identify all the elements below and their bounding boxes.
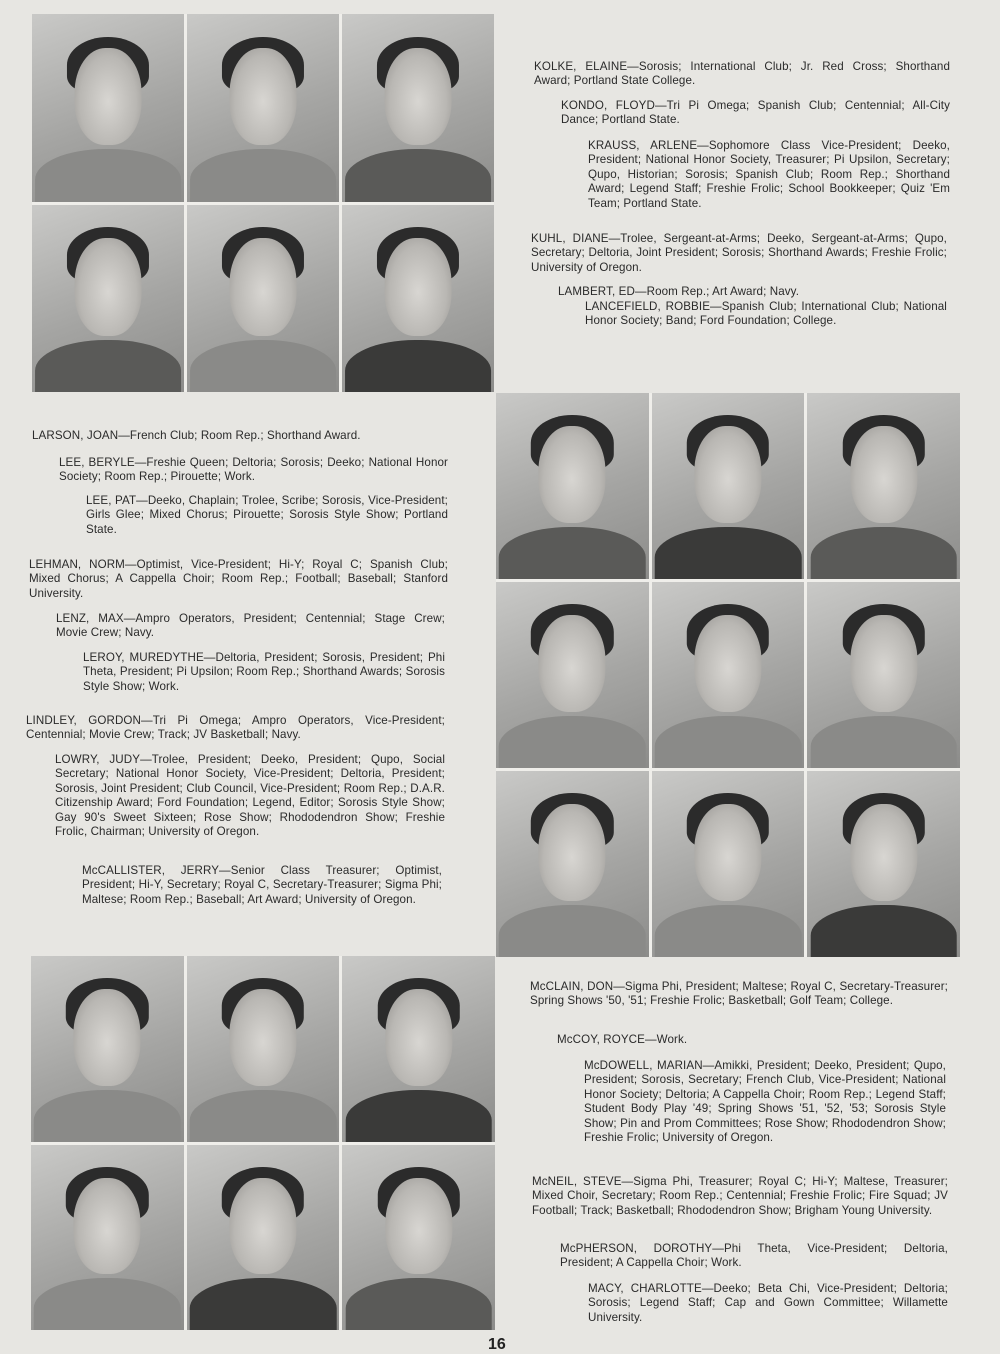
entry-lee-pat: LEE, PAT—Deeko, Chaplain; Trolee, Scribe; Sorosis, Vice-President; Girls Glee; Mixed Chorus; Pirouette; Sorosis Style Show; Portland State. — [86, 494, 448, 536]
portrait-photo — [807, 582, 960, 768]
entry-kuhl: KUHL, DIANE—Trolee, Sergeant-at-Arms; Deeko, Sergeant-at-Arms; Qupo, Secretary; Deltoria, Joint President; Sorosis; Shorthand Awards; Freshie Frolic; University of Oregon. — [531, 232, 947, 274]
photo-grid-bottom-left — [31, 956, 495, 1330]
entry-leroy: LEROY, MUREDYTHE—Deltoria, President; Sorosis, President; Phi Theta, President; Pi Upsilon; Room Rep.; Shorthand Awards; Sorosis Style Show; Work. — [83, 651, 445, 693]
entry-macy: MACY, CHARLOTTE—Deeko; Beta Chi, Vice-President; Deltoria; Sorosis; Legend Staff; Cap and Gown Committee; Willamette University. — [588, 1282, 948, 1324]
entry-lambert: LAMBERT, ED—Room Rep.; Art Award; Navy. — [558, 285, 800, 298]
portrait-photo — [32, 205, 184, 393]
portrait-photo — [31, 956, 184, 1142]
portrait-photo — [342, 956, 495, 1142]
entry-lowry: LOWRY, JUDY—Trolee, President; Deeko, President; Qupo, Social Secretary; National Honor Society, Vice-President; Deltoria, President; Sorosis, Joint President; Club Council, Vice-President; Room Rep.; D.A.R. Citizenship Award; Ford Foundation; Legend, Editor; Sorosis Style Show; Gay 90's Sweet Sixteen; Rose Show; Rhododendron Show; Freshie Frolic, Chairman; University of Oregon. — [55, 753, 445, 839]
portrait-photo — [187, 956, 340, 1142]
entry-krauss: KRAUSS, ARLENE—Sophomore Class Vice-President; Deeko, President; National Honor Society, Treasurer; Pi Upsilon, Secretary; Qupo, Historian; Sorosis; Spanish Club; Room Rep.; Shorthand Award; Legend Staff; Freshie Frolic; School Bookkeeper; Quiz 'Em Team; Portland State. — [588, 139, 950, 210]
entry-kolke: KOLKE, ELAINE—Sorosis; International Club; Jr. Red Cross; Shorthand Award; Portland State College. — [534, 60, 950, 88]
portrait-photo — [31, 1145, 184, 1331]
portrait-photo — [187, 14, 339, 202]
portrait-photo — [807, 393, 960, 579]
photo-grid-right-middle — [496, 393, 960, 957]
portrait-photo — [496, 393, 649, 579]
entry-mcpherson: McPHERSON, DOROTHY—Phi Theta, Vice-President; Deltoria, President; A Cappella Choir; Work. — [560, 1242, 948, 1270]
portrait-photo — [496, 771, 649, 957]
entry-mccoy: McCOY, ROYCE—Work. — [557, 1033, 688, 1046]
entry-mcdowell: McDOWELL, MARIAN—Amikki, President; Deeko, President; Qupo, President; Sorosis, Secretary; French Club, Vice-President; National Honor Society; Deltoria; A Cappella Choir; Room Rep.; Legend Staff; Student Body Play '49; Spring Shows '51, '52, '53; Sorosis Style Show; Pin and Prom Committees; Rose Show; Rhododendron Show; Freshie Frolic; University of Oregon. — [584, 1059, 946, 1145]
portrait-photo — [342, 14, 494, 202]
entry-lehman: LEHMAN, NORM—Optimist, Vice-President; Hi-Y; Royal C; Spanish Club; Mixed Chorus; A Cappella Choir; Room Rep.; Football; Baseball; Stanford University. — [29, 558, 448, 600]
portrait-photo — [652, 771, 805, 957]
entry-kondo: KONDO, FLOYD—Tri Pi Omega; Spanish Club; Centennial; All-City Dance; Portland State. — [561, 99, 950, 127]
entry-mcneil: McNEIL, STEVE—Sigma Phi, Treasurer; Royal C; Hi-Y; Maltese, Treasurer; Mixed Choir, Secretary; Room Rep.; Centennial; Freshie Frolic; Fire Squad; JV Football; Track; Basketball; Rhododendron Show; Brigham Young University. — [532, 1175, 948, 1217]
portrait-photo — [342, 205, 494, 393]
entry-mcclain: McCLAIN, DON—Sigma Phi, President; Maltese; Royal C, Secretary-Treasurer; Spring Shows '50, '51; Freshie Frolic; Basketball; Golf Team; College. — [530, 980, 948, 1008]
entry-mccallister: McCALLISTER, JERRY—Senior Class Treasurer; Optimist, President; Hi-Y, Secretary; Royal C, Secretary-Treasurer; Sigma Phi; Maltese; Room Rep.; Baseball; Art Award; University of Oregon. — [82, 864, 442, 906]
portrait-photo — [187, 1145, 340, 1331]
page-number: 16 — [488, 1336, 506, 1353]
entry-lee-beryle: LEE, BERYLE—Freshie Queen; Deltoria; Sorosis; Deeko; National Honor Society; Room Rep.; Pirouette; Work. — [59, 456, 448, 484]
portrait-photo — [807, 771, 960, 957]
photo-grid-top-left — [32, 14, 494, 392]
entry-lenz: LENZ, MAX—Ampro Operators, President; Centennial; Stage Crew; Movie Crew; Navy. — [56, 612, 445, 640]
portrait-photo — [652, 393, 805, 579]
entry-lindley: LINDLEY, GORDON—Tri Pi Omega; Ampro Operators, Vice-President; Centennial; Movie Crew; Track; JV Basketball; Navy. — [26, 714, 445, 742]
portrait-photo — [32, 14, 184, 202]
portrait-photo — [496, 582, 649, 768]
portrait-photo — [342, 1145, 495, 1331]
entry-lancefield: LANCEFIELD, ROBBIE—Spanish Club; International Club; National Honor Society; Band; Ford Foundation; College. — [585, 300, 947, 328]
portrait-photo — [187, 205, 339, 393]
portrait-photo — [652, 582, 805, 768]
entry-larson: LARSON, JOAN—French Club; Room Rep.; Shorthand Award. — [32, 429, 361, 442]
